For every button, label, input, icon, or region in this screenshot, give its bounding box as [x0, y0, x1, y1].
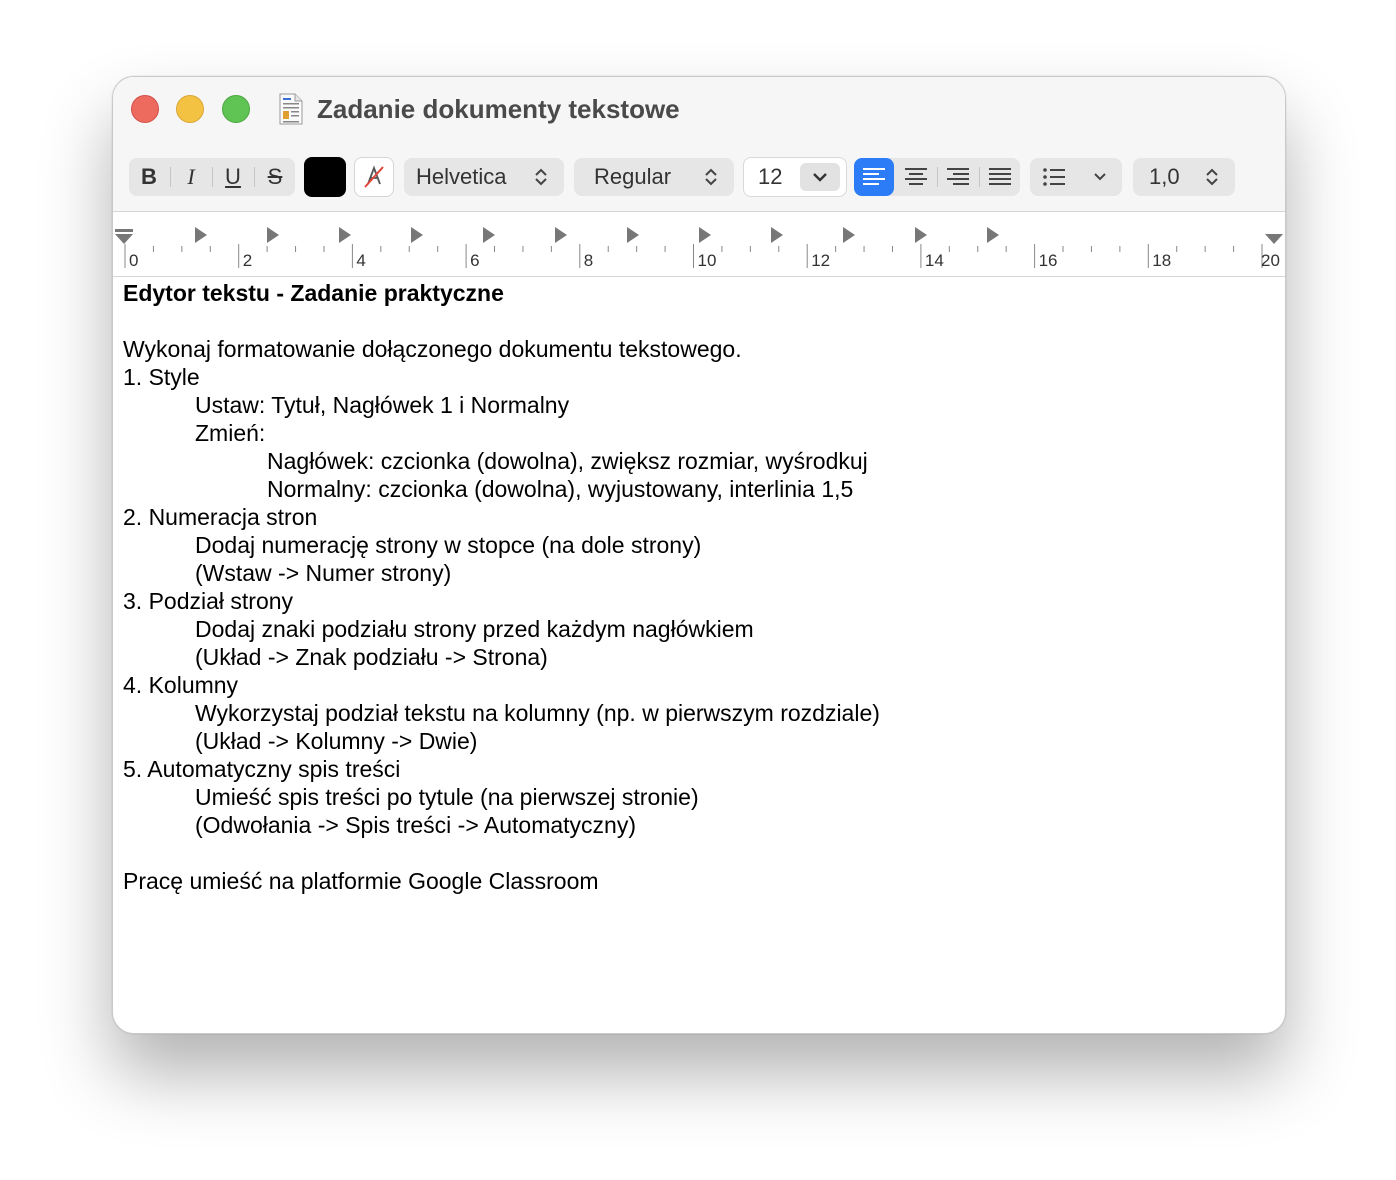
- list-item-detail: (Układ -> Znak podziału -> Strona): [195, 644, 548, 670]
- close-button[interactable]: [131, 95, 159, 123]
- ruler[interactable]: [113, 211, 1285, 277]
- list-item-detail: (Odwołania -> Spis treści -> Automatyczny): [195, 812, 636, 838]
- zoom-button[interactable]: [222, 95, 250, 123]
- text-style-group: [129, 158, 295, 196]
- ruler-label: 8: [583, 251, 594, 270]
- ruler-label: 0: [129, 251, 139, 270]
- ruler-label: 20: [1261, 251, 1280, 270]
- ruler-label: 16: [1038, 251, 1058, 270]
- list-item-detail: Ustaw: Tytuł, Nagłówek 1 i Normalny: [195, 392, 570, 418]
- align-right-icon: [938, 158, 978, 196]
- left-indent-marker[interactable]: [115, 229, 133, 244]
- ruler-label: 12: [811, 251, 831, 270]
- list-item-detail: Zmień:: [195, 420, 266, 446]
- ruler-label: 6: [470, 251, 480, 270]
- tab-stop-marker[interactable]: [555, 227, 567, 243]
- align-center-button[interactable]: [896, 158, 936, 196]
- font-family-value: Helvetica: [416, 164, 507, 189]
- list-item-title: 4. Kolumny: [123, 672, 239, 698]
- window-title: Zadanie dokumenty tekstowe: [317, 94, 680, 124]
- document-heading: Edytor tekstu - Zadanie praktyczne: [123, 280, 504, 306]
- list-item-detail: (Wstaw -> Numer strony): [195, 560, 452, 586]
- align-left-button[interactable]: [854, 158, 894, 196]
- alignment-group: [854, 158, 1020, 196]
- bullet-list-icon: [1034, 158, 1074, 196]
- tab-stop-marker[interactable]: [411, 227, 423, 243]
- tab-stop-marker[interactable]: [627, 227, 639, 243]
- tab-stop-marker[interactable]: [483, 227, 495, 243]
- closing-line: Pracę umieść na platformie Google Classroom: [123, 868, 599, 894]
- align-right-button[interactable]: [938, 158, 978, 196]
- font-size-value: 12: [758, 164, 783, 189]
- font-size-dropdown-button[interactable]: [800, 163, 840, 191]
- tab-stop-marker[interactable]: [267, 227, 279, 243]
- text-editor-window: [112, 76, 1286, 1034]
- line-spacing-popup[interactable]: [1133, 158, 1235, 196]
- list-item-subdetail: Nagłówek: czcionka (dowolna), zwiększ rozmiar, wyśrodkuj: [267, 448, 868, 474]
- ruler-label: 14: [924, 251, 944, 270]
- text-color-well[interactable]: [304, 157, 346, 197]
- tab-stop-marker[interactable]: [699, 227, 711, 243]
- tab-stop-marker[interactable]: [195, 227, 207, 243]
- underline-button[interactable]: U: [225, 164, 241, 189]
- list-item-title: 3. Podział strony: [123, 588, 294, 614]
- blank-line: [123, 839, 1273, 867]
- document-text-area[interactable]: [123, 279, 1273, 895]
- titlebar: [113, 77, 1285, 211]
- no-color-icon: [355, 158, 393, 196]
- font-size-combo[interactable]: [743, 157, 847, 197]
- right-margin-marker[interactable]: [1265, 234, 1283, 244]
- list-item-detail: Umieść spis treści po tytule (na pierwszej stronie): [195, 784, 699, 810]
- justify-button[interactable]: [980, 158, 1020, 196]
- ruler-label: 10: [697, 251, 717, 270]
- chevron-down-icon: [1090, 158, 1110, 196]
- bold-button[interactable]: B: [141, 164, 157, 189]
- list-item-title: 2. Numeracja stron: [123, 504, 318, 530]
- up-down-chevron-icon: [1205, 167, 1219, 187]
- tab-stop-marker[interactable]: [843, 227, 855, 243]
- font-style-popup[interactable]: [574, 158, 734, 196]
- chevron-down-icon: [800, 163, 840, 191]
- italic-button[interactable]: I: [187, 164, 195, 189]
- font-style-value: Regular: [594, 164, 672, 189]
- up-down-chevron-icon: [704, 167, 718, 187]
- tab-stop-marker[interactable]: [915, 227, 927, 243]
- list-item-title: 5. Automatyczny spis treści: [123, 756, 401, 782]
- align-center-icon: [896, 158, 936, 196]
- list-item-detail: (Układ -> Kolumny -> Dwie): [195, 728, 478, 754]
- strikethrough-button[interactable]: S: [267, 164, 283, 189]
- line-spacing-value: 1,0: [1149, 164, 1180, 189]
- list-item-subdetail: Normalny: czcionka (dowolna), wyjustowany, interlinia 1,5: [267, 476, 854, 502]
- list-item-detail: Dodaj znaki podziału strony przed każdym nagłówkiem: [195, 616, 754, 642]
- tab-stop-marker[interactable]: [771, 227, 783, 243]
- font-family-popup[interactable]: [404, 158, 564, 196]
- ruler-label: 2: [242, 251, 253, 270]
- up-down-chevron-icon: [534, 167, 548, 187]
- list-item-detail: Wykorzystaj podział tekstu na kolumny (np. w pierwszym rozdziale): [195, 700, 880, 726]
- list-item-detail: Dodaj numerację strony w stopce (na dole strony): [195, 532, 702, 558]
- ruler-label: 18: [1152, 251, 1172, 270]
- document-icon: [279, 93, 303, 125]
- align-justify-icon: [980, 158, 1020, 196]
- highlight-color-button[interactable]: [354, 157, 394, 197]
- ruler-label: 4: [356, 251, 366, 270]
- list-style-popup[interactable]: [1030, 158, 1122, 196]
- list-item-title: 1. Style: [123, 364, 200, 390]
- minimize-button[interactable]: [176, 95, 204, 123]
- tab-stop-marker[interactable]: [339, 227, 351, 243]
- tab-stop-marker[interactable]: [987, 227, 999, 243]
- align-left-icon: [854, 158, 894, 196]
- blank-line: [123, 307, 1273, 335]
- intro-line: Wykonaj formatowanie dołączonego dokumentu tekstowego.: [123, 336, 742, 362]
